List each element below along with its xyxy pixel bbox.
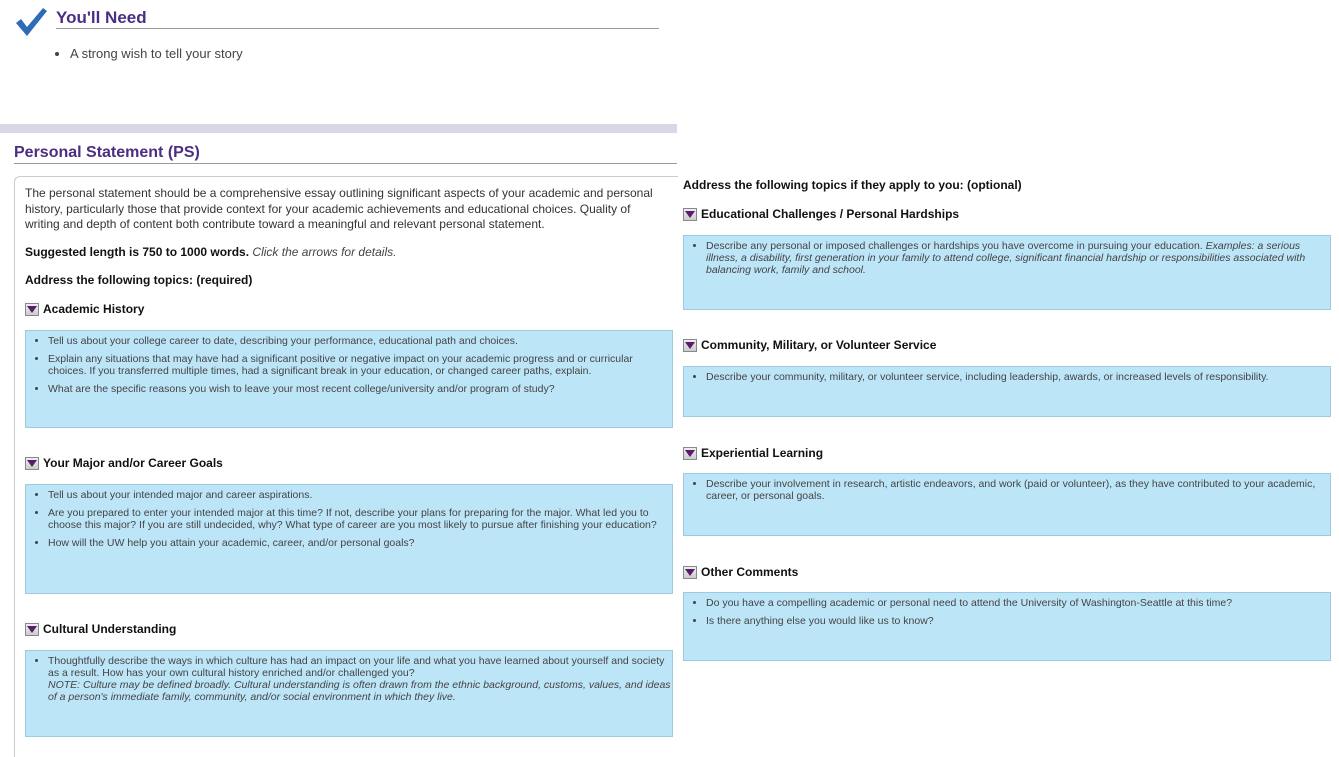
topic-box-educational-challenges <box>683 235 1331 310</box>
list-item: • Is there anything else you would like us to know? <box>706 615 1330 627</box>
list-item <box>706 240 1330 276</box>
suggested-length-bold: Suggested length is 750 to 1000 words. <box>25 245 250 259</box>
topic-title: Other Comments <box>701 565 799 579</box>
list-item: • Do you have a compelling academic or personal need to attend the University of Washington-Seattle at this time? <box>706 597 1330 609</box>
expand-arrow-icon[interactable] <box>25 623 39 636</box>
optional-label: Address the following topics if they apply to you: (optional) <box>683 178 1022 192</box>
topic-header-major-career[interactable] <box>25 456 223 470</box>
suggested-length-hint: Click the arrows for details. <box>252 245 397 259</box>
topic-title: Academic History <box>43 302 145 316</box>
topic-title: Experiential Learning <box>701 446 824 460</box>
need-list <box>56 46 243 61</box>
bullet-text: Thoughtfully describe the ways in which culture has had an impact on your life and what you have learned about yourself and society as a result. How has your own cultural history enriched and/or challenged you? <box>48 655 665 679</box>
page-title: Personal Statement (PS) <box>14 144 200 161</box>
expand-arrow-icon[interactable] <box>683 447 697 460</box>
list-item: • Describe your community, military, or volunteer service, including leadership, awards, or increased levels of responsibility. <box>706 371 1330 383</box>
list-item: • Describe your involvement in research, artistic endeavors, and work (paid or volunteer), as they have contributed to your academic, career, or personal goals. <box>706 478 1330 502</box>
required-label: Address the following topics: (required) <box>25 273 253 287</box>
expand-arrow-icon[interactable] <box>683 339 697 352</box>
topic-box-academic-history <box>25 330 673 428</box>
list-item: • How will the UW help you attain your academic, career, and/or personal goals? <box>48 537 672 549</box>
list-item: • What are the specific reasons you wish to leave your most recent college/university and/or program of study? <box>48 383 672 395</box>
list-item: • Explain any situations that may have had a significant positive or negative impact on your academic progress and or curricular choices. If you transferred multiple times, had a significant break in your education, or changed career paths, explain. <box>48 353 672 377</box>
list-item: • Tell us about your college career to date, describing your performance, educational path and choices. <box>48 335 672 347</box>
expand-arrow-icon[interactable] <box>25 457 39 470</box>
title-divider <box>56 28 659 29</box>
topic-header-educational-challenges[interactable] <box>683 207 959 221</box>
topic-box-experiential-learning <box>683 473 1331 536</box>
topic-box-cultural-understanding <box>25 650 673 737</box>
topic-header-experiential-learning[interactable] <box>683 446 823 460</box>
list-item: • A strong wish to tell your story <box>70 46 243 61</box>
topic-title: Cultural Understanding <box>43 622 177 636</box>
suggested-length <box>25 245 396 259</box>
note-text: NOTE: Culture may be defined broadly. Cultural understanding is often drawn from the ethnic background, customs, values, and ideas of a person's immediate family, community, and/or social environment in which they live. <box>48 679 671 703</box>
section-band <box>0 124 677 133</box>
topic-box-community-service <box>683 366 1331 417</box>
note-text: Examples: a serious illness, a disability, first generation in your family to attend college, significant financial hardship or responsibilities associated with balancing work, family and school. <box>706 240 1306 276</box>
topic-header-academic-history[interactable] <box>25 302 144 316</box>
topic-box-other-comments <box>683 592 1331 661</box>
you-will-need-title: You'll Need <box>56 8 147 27</box>
expand-arrow-icon[interactable] <box>25 303 39 316</box>
expand-arrow-icon[interactable] <box>683 208 697 221</box>
list-item <box>48 655 672 703</box>
topic-header-cultural-understanding[interactable] <box>25 622 176 636</box>
topic-header-other-comments[interactable] <box>683 565 798 579</box>
bullet-text: Describe any personal or imposed challenges or hardships you have overcome in pursuing your education. <box>706 240 1203 252</box>
topic-header-community-service[interactable] <box>683 338 936 352</box>
list-item: • Are you prepared to enter your intended major at this time? If not, describe your plans for preparing for the major. What led you to choose this major? If you are still undecided, why? What type of career are you most likely to pursue after finishing your education? <box>48 507 672 531</box>
topic-title: Your Major and/or Career Goals <box>43 456 223 470</box>
list-item: • Tell us about your intended major and career aspirations. <box>48 489 672 501</box>
topic-box-major-career <box>25 484 673 594</box>
title-divider <box>14 163 677 164</box>
intro-text: The personal statement should be a comprehensive essay outlining significant aspects of your academic and personal history, particularly those that provide context for your academic achievements and educational choices. Quality of writing and depth of content both contribute toward a meaningful and relevant personal statement. <box>25 186 653 231</box>
topic-title: Community, Military, or Volunteer Service <box>701 338 937 352</box>
expand-arrow-icon[interactable] <box>683 566 697 579</box>
topic-title: Educational Challenges / Personal Hardships <box>701 207 960 221</box>
checkmark-icon <box>14 6 48 38</box>
